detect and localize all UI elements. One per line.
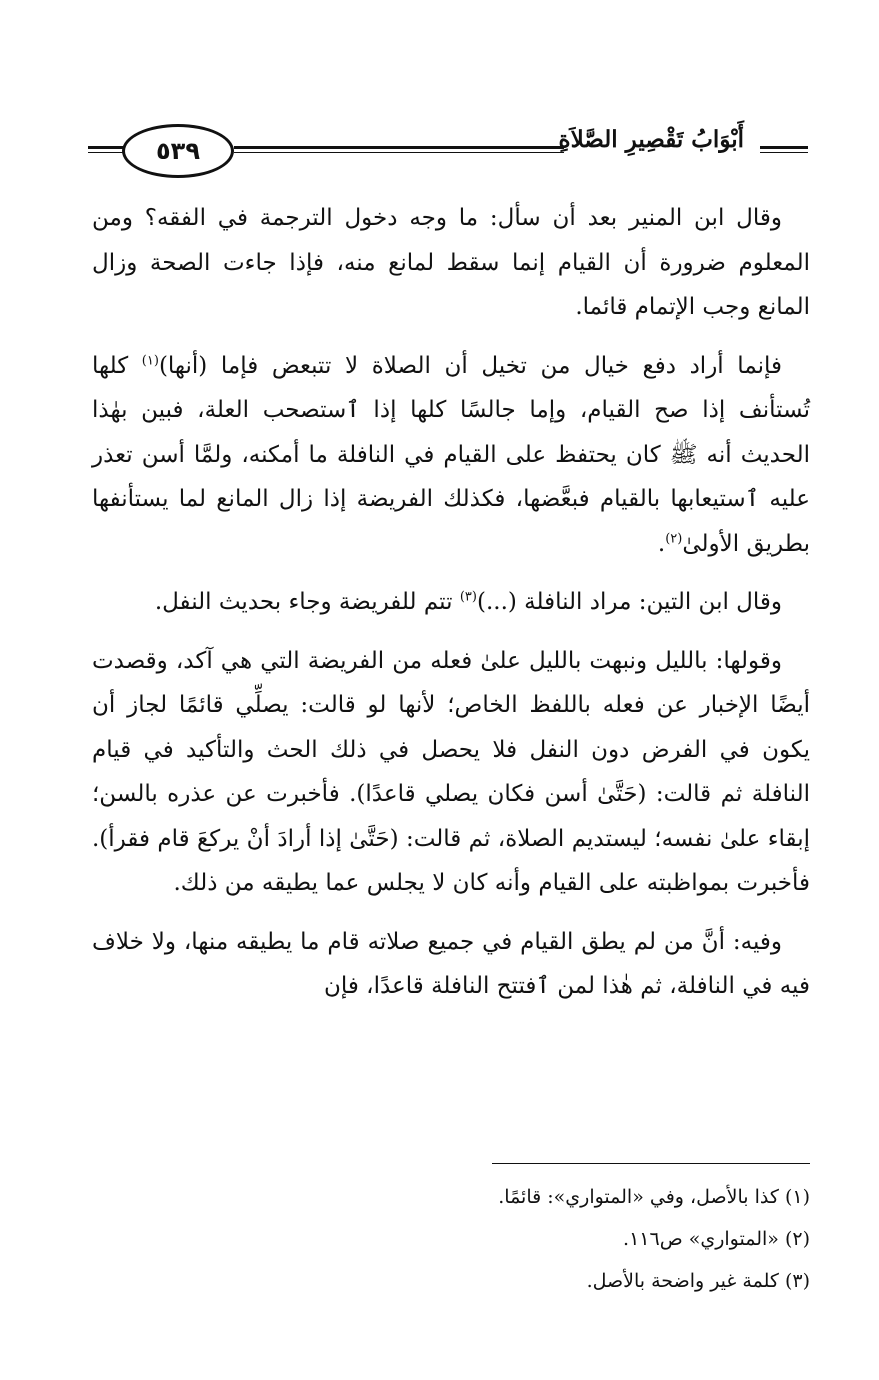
main-text [92,196,810,1023]
paragraph-3 [92,580,810,625]
paragraph-3-part-2: تتم للفريضة وجاء بحديث النفل. [154,589,460,615]
paragraph-2-part-3: . [657,530,666,557]
footnote-ref-1: (١) [141,352,159,368]
footnote-ref-3: (٣) [459,589,477,605]
page-number-frame [122,124,234,178]
paragraph-5: وفيه: أنَّ من لم يطق القيام في جميع صلاته قام ما يطيقه منها، ولا خلاف فيه في النافلة، ثم هٰذا لمن ٱفتتح النافلة قاعدًا، فإن [92,928,810,999]
footnote-separator [492,1163,810,1164]
paragraph-2 [92,344,810,567]
footnote-ref-2: (٢) [665,530,683,546]
header-rule-right [760,146,808,153]
footnote-3: (٣) كلمة غير واضحة بالأصل. [586,1270,810,1292]
paragraph-1: وقال ابن المنير بعد أن سأل: ما وجه دخول الترجمة في الفقه؟ ومن المعلوم ضرورة أن القيام إنما سقط لمانع منه، فإذا جاءت الصحة وزال المانع وجب الإتمام قائما. [92,205,810,320]
footnote-1: (١) كذا بالأصل، وفي «المتواري»: قائمًا. [498,1186,810,1208]
chapter-title: أَبْوَابُ تَقْصِيرِ الصَّلاَةِ [558,126,744,153]
footnotes [92,1176,810,1302]
paragraph-3-part-1: وقال ابن التين: مراد النافلة (...) [476,589,782,615]
paragraph-2-part-1: فإنما أراد دفع خيال من تخيل أن الصلاة لا تتبعض فإما (أنها) [158,352,783,379]
footnote-2: (٢) «المتواري» ص١١٦. [623,1228,810,1250]
paragraph-4: وقولها: بالليل ونبهت بالليل علىٰ فعله من الفريضة التي هي آكد، وقصدت أيضًا الإخبار عن فعله باللفظ الخاص؛ لأنها لو قالت: يصلِّي قائمًا لجاز أن يكون في الفرض دون النفل فلا يحصل في ذلك الحث والتأكيد في قيام النافلة ثم قالت: (حَتَّىٰ أسن فكان يصلي قاعدًا). فأخبرت عن عذره بالسن؛ إبقاء علىٰ نفسه؛ ليستديم الصلاة، ثم قالت: (حَتَّىٰ إذا أرادَ أنْ يركعَ قام فقرأ). فأخبرت بمواظبته على القيام وأنه كان لا يجلس عما يطيقه من ذلك. [92,647,810,896]
page-number: ٥٣٩ [156,137,200,165]
header-rule-middle [234,146,564,153]
paragraph-2-part-2: كلها تُستأنف إذا صح القيام، وإما جالسًا كلها إذا ٱستصحب العلة، فبين بهٰذا الحديث أنه ﷺ كان يحتفظ على القيام في النافلة ما أمكنه، ولمَّا أسن تعذر عليه ٱستيعابها بالقيام فبعَّضها، فكذلك الفريضة إذا زال المانع لما يستأنفها بطريق الأولىٰ [92,352,810,557]
page-header [88,120,808,184]
